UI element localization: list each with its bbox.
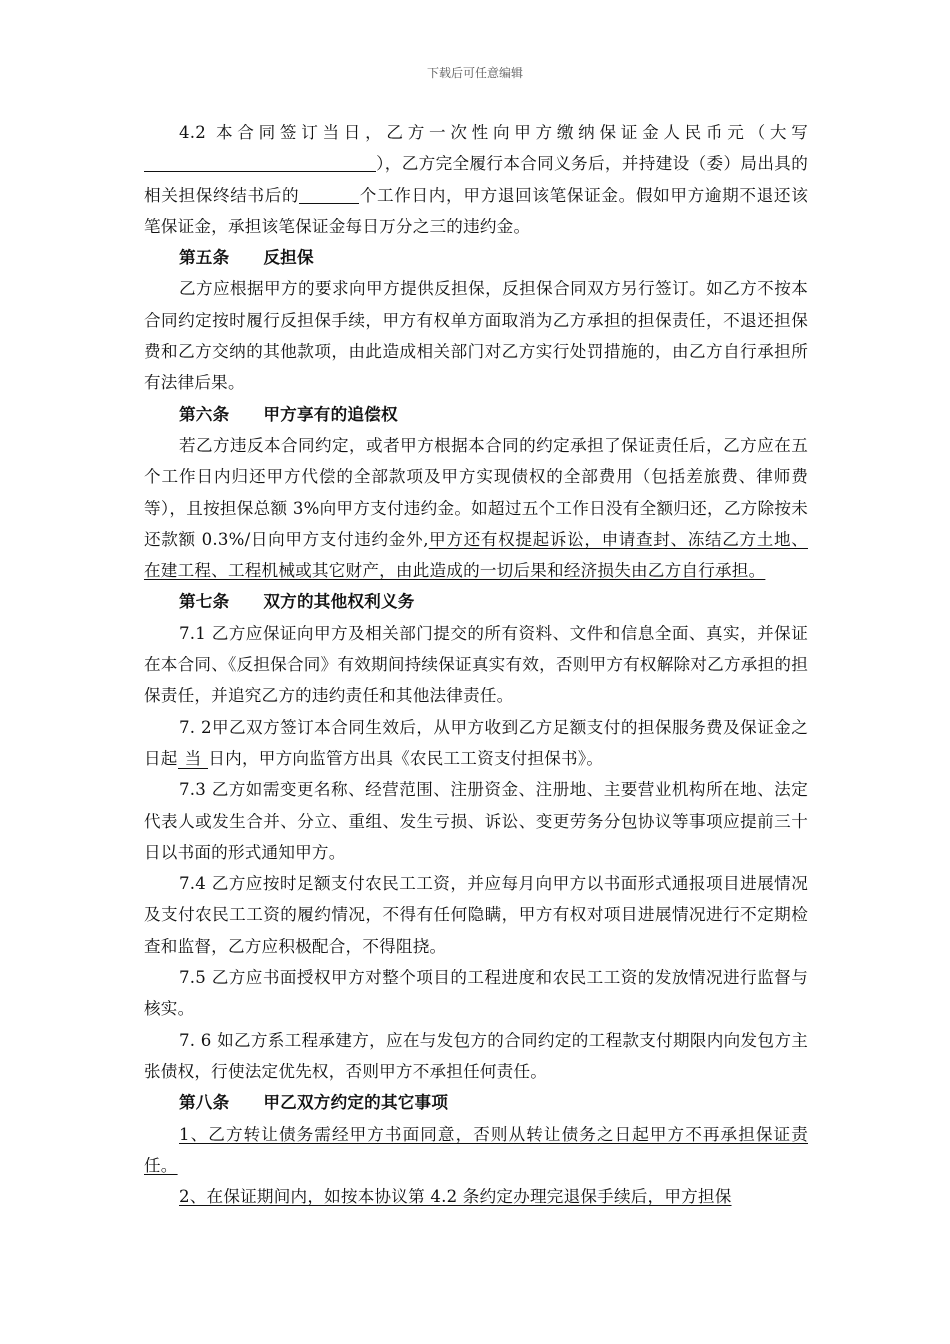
clause-7-2-part-b: 日内，甲方向监管方出具《农民工工资支付担保书》。 <box>208 748 604 768</box>
article-7-heading <box>144 586 808 617</box>
article-6-heading <box>144 399 808 430</box>
clause-4-2-part-c: 个工作日内，甲方退回该笔保证金。假如甲方逾期不退还该笔保证金，承担该笔保证金每日万分之三的违约金。 <box>144 185 808 236</box>
clause-8-2: 2、在保证期间内，如按本协议第 4.2 条约定办理完退保手续后，甲方担保 <box>179 1187 732 1207</box>
working-days-blank[interactable] <box>299 183 359 204</box>
article-6-body <box>144 430 808 586</box>
clause-7-4: 7.4 乙方应按时足额支付农民工工资，并应每月向甲方以书面形式通报项目进展情况及支付农民工工资的履约情况，不得有任何隐瞒，甲方有权对项目进展情况进行不定期检查和监督，乙方应积极配合，不得阻挠。 <box>144 874 808 956</box>
clause-7-5: 7.5 乙方应书面授权甲方对整个项目的工程进度和农民工工资的发放情况进行监督与核实。 <box>144 968 808 1019</box>
clause-4-2-part-b: ），乙方完全履行本合同义务后，并持建设（委）局出具的相关担保终结书后的 <box>144 154 808 205</box>
clause-7-6: 7. 6 如乙方系工程承建方，应在与发包方的合同约定的工程款支付期限内向发包方主张债权，行使法定优先权，否则甲方不承担任何责任。 <box>144 1030 808 1081</box>
article-6-underlined-text: 甲方还有权提起诉讼，申请查封、冻结乙方土地、在建工程、工程机械或其它财产，由此造成的一切后果和经济损失由乙方自行承担。 <box>144 529 808 581</box>
article-8-number: 第八条 <box>179 1092 230 1113</box>
article-5-body: 乙方应根据甲方的要求向甲方提供反担保，反担保合同双方另行签订。如乙方不按本合同约定按时履行反担保手续，甲方有权单方面取消为乙方承担的担保责任，不退还担保费和乙方交纳的其他款项，由此造成相关部门对乙方实行处罚措施的，由乙方自行承担所有法律后果。 <box>144 279 808 393</box>
clause-7-2 <box>144 712 808 775</box>
clause-7-3: 7.3 乙方如需变更名称、经营范围、注册资金、注册地、主要营业机构所在地、法定代表人或发生合并、分立、重组、发生亏损、诉讼、变更劳务分包协议等事项应提前三十日以书面的形式通知甲方。 <box>144 780 808 862</box>
article-8-heading <box>144 1087 808 1118</box>
contract-body <box>144 117 808 1212</box>
article-6-text: 若乙方违反本合同约定，或者甲方根据本合同的约定承担了保证责任后，乙方应在五个工作日内归还甲方代偿的全部款项及甲方实现债权的全部费用（包括差旅费、律师费等），且按担保总额 3%向甲方支付违约金。如超过五个工作日没有全额归还，乙方除按未还款额 0.3%/日向甲方支付违约金外, <box>144 435 808 549</box>
clause-7-2-part-a: 7. 2甲乙双方签订本合同生效后，从甲方收到乙方足额支付的担保服务费及保证金之日起 <box>144 717 808 768</box>
clause-8-1: 1、乙方转让债务需经甲方书面同意，否则从转让债务之日起甲方不再承担保证责任。 <box>144 1124 808 1175</box>
clause-4-2 <box>144 117 808 242</box>
article-6-number: 第六条 <box>179 403 230 424</box>
amount-in-words-blank[interactable] <box>144 151 376 172</box>
article-8-title: 甲乙双方约定的其它事项 <box>263 1092 449 1113</box>
article-7-title: 双方的其他权利义务 <box>263 591 415 612</box>
article-5-heading <box>144 242 808 273</box>
article-6-title: 甲方享有的追偿权 <box>263 403 398 424</box>
days-fill-field[interactable]: 当 <box>178 749 209 769</box>
article-5-number: 第五条 <box>179 247 230 268</box>
article-7-number: 第七条 <box>179 591 230 612</box>
article-5-title: 反担保 <box>263 247 314 268</box>
page-header-note: 下载后可任意编辑 <box>426 66 523 80</box>
clause-7-1: 7.1 乙方应保证向甲方及相关部门提交的所有资料、文件和信息全面、真实，并保证在本合同、《反担保合同》有效期间持续保证真实有效，否则甲方有权解除对乙方承担的担保责任，并追究乙方的违约责任和其他法律责任。 <box>144 623 808 706</box>
clause-4-2-part-a: 4.2 本合同签订当日，乙方一次性向甲方缴纳保证金人民币元（大写 <box>179 123 808 142</box>
